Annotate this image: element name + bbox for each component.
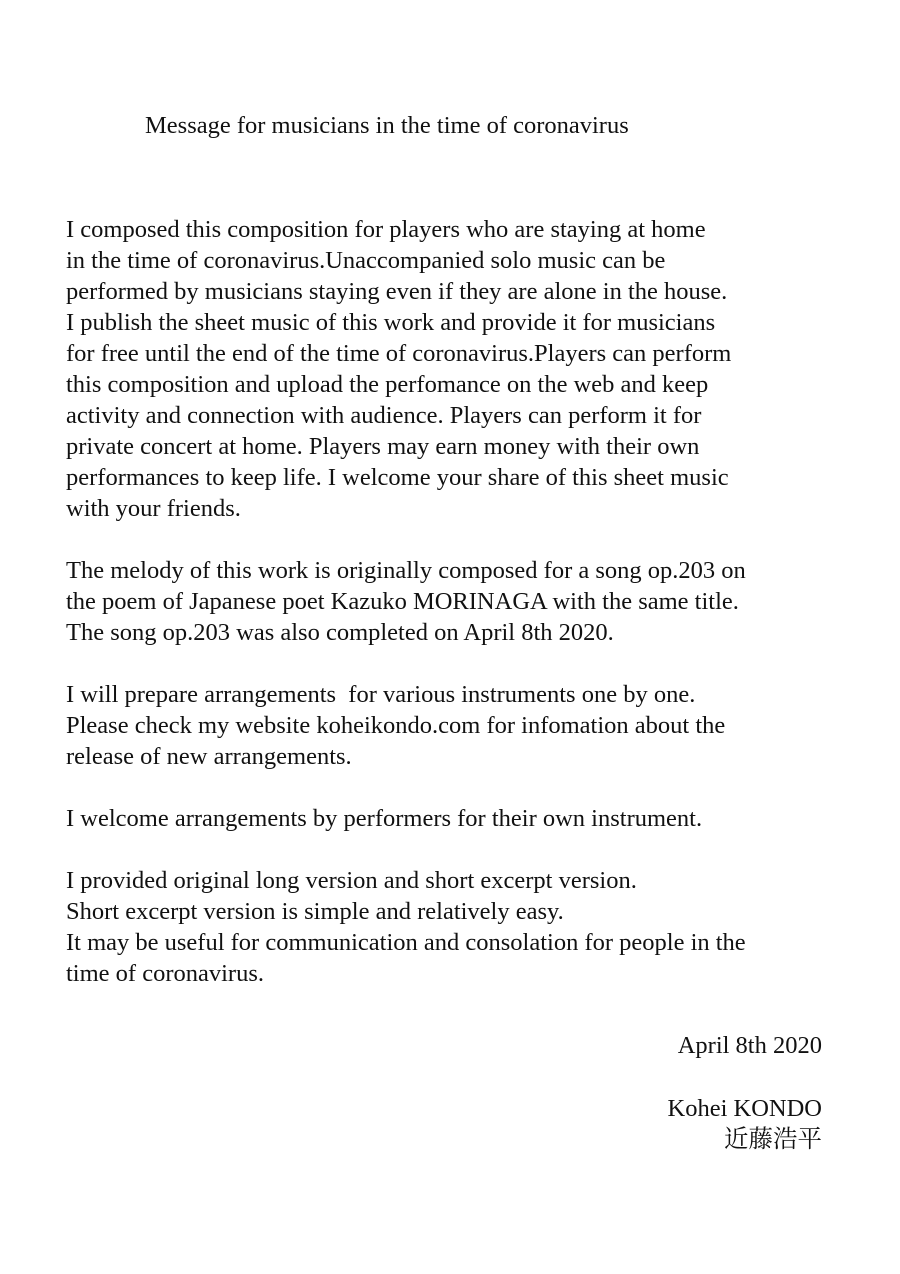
paragraph-performer-arrangements (66, 803, 866, 834)
text-line: I welcome arrangements by performers for their own instrument. (66, 805, 703, 832)
text-line: It may be useful for communication and consolation for people in the (66, 929, 746, 956)
page-title: Message for musicians in the time of coronavirus (145, 112, 629, 139)
text-line: this composition and upload the perfomance on the web and keep (66, 371, 709, 398)
text-line: Please check my website koheikondo.com for infomation about the (66, 712, 726, 739)
author-name-japanese: 近藤浩平 (724, 1126, 822, 1153)
text-line: the poem of Japanese poet Kazuko MORINAGA with the same title. (66, 588, 739, 615)
text-line: performed by musicians staying even if they are alone in the house. (66, 278, 728, 305)
author-name: Kohei KONDO (667, 1095, 822, 1122)
paragraph-composition-purpose (66, 214, 866, 524)
signature-date: April 8th 2020 (677, 1032, 822, 1059)
paragraph-melody-origin (66, 555, 866, 648)
text-line: activity and connection with audience. Players can perform it for (66, 402, 702, 429)
text-line: The song op.203 was also completed on April 8th 2020. (66, 619, 614, 646)
paragraph-arrangements (66, 679, 866, 772)
text-line: in the time of coronavirus.Unaccompanied solo music can be (66, 247, 666, 274)
text-line: private concert at home. Players may earn money with their own (66, 433, 700, 460)
text-line: Short excerpt version is simple and relatively easy. (66, 898, 564, 925)
text-line: release of new arrangements. (66, 743, 352, 770)
text-line: I composed this composition for players who are staying at home (66, 216, 706, 243)
text-line: I publish the sheet music of this work and provide it for musicians (66, 309, 716, 336)
paragraph-versions (66, 865, 866, 989)
text-line: for free until the end of the time of coronavirus.Players can perform (66, 340, 732, 367)
signature-author (668, 1093, 822, 1155)
text-line: I will prepare arrangements for various instruments one by one. (66, 681, 696, 708)
text-line: The melody of this work is originally composed for a song op.203 on (66, 557, 746, 584)
message-body (66, 214, 866, 1020)
text-line: performances to keep life. I welcome your share of this sheet music (66, 464, 729, 491)
text-line: time of coronavirus. (66, 960, 264, 987)
text-line: I provided original long version and short excerpt version. (66, 867, 637, 894)
text-line: with your friends. (66, 495, 241, 522)
